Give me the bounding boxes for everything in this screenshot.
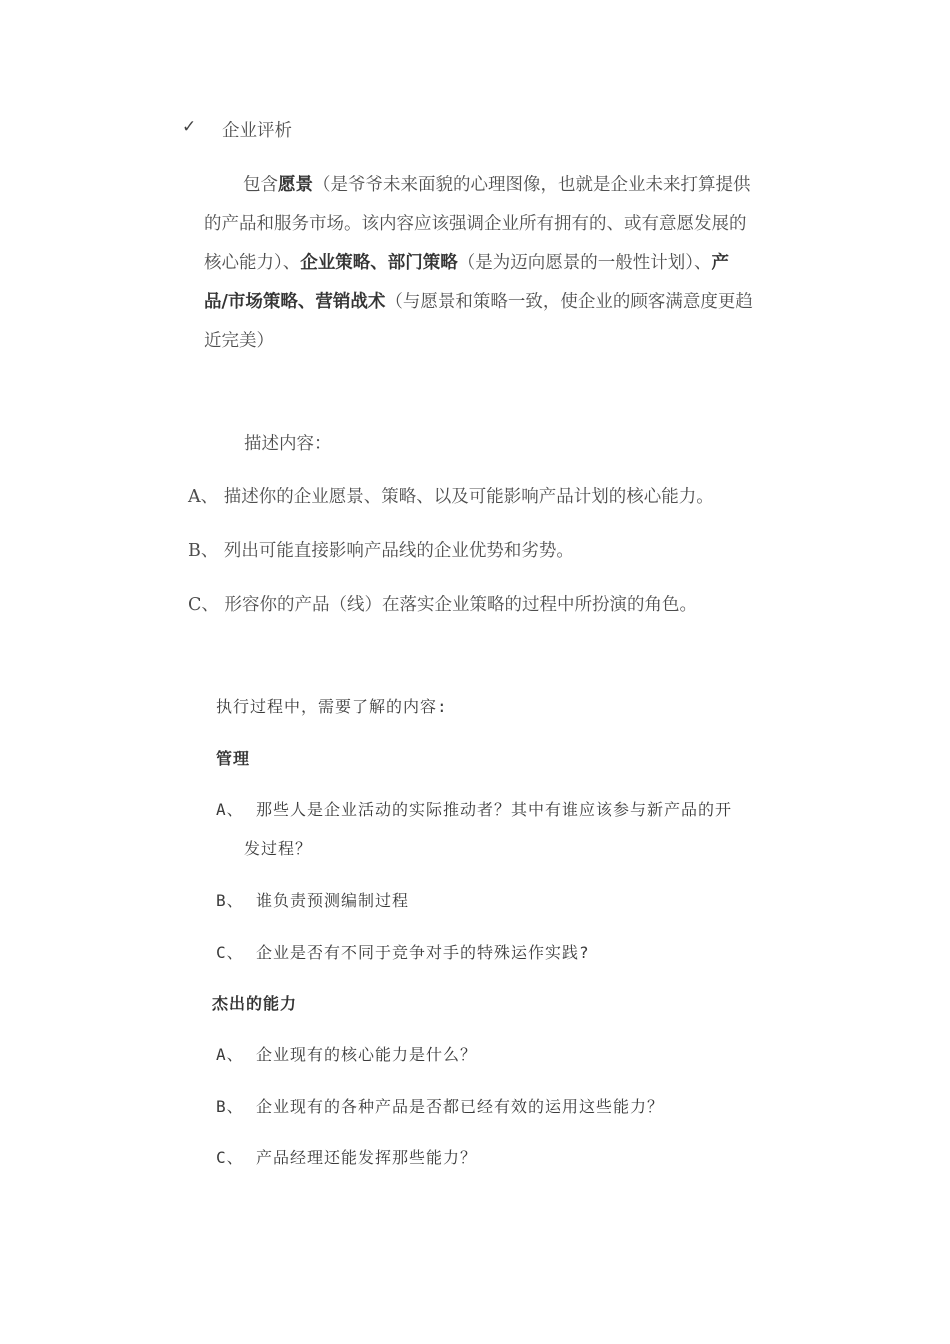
management-letter-c: C、 — [216, 943, 244, 962]
keyword-strategy: 企业策略、部门策略 — [300, 253, 458, 273]
intro-line-1: 包含愿景（是爷爷未来面貌的心理图像，也就是企业未来打算提供 — [243, 175, 751, 195]
checkmark-icon: ✓ — [182, 117, 197, 137]
management-item-a-cont: 发过程？ — [244, 839, 313, 858]
capability-item-a: 企业现有的核心能力是什么？ — [256, 1045, 478, 1064]
capability-letter-b: B、 — [216, 1097, 244, 1116]
management-item-a: 那些人是企业活动的实际推动者？其中有谁应该参与新产品的开 — [256, 800, 733, 819]
describe-item-a: A、 描述你的企业愿景、策略、以及可能影响产品计划的核心能力。 — [188, 487, 714, 507]
management-item-c: 企业是否有不同于竞争对手的特殊运作实践? — [256, 943, 590, 962]
keyword-product: 产 — [711, 253, 729, 273]
capability-letter-c: C、 — [216, 1148, 244, 1167]
execute-heading: 执行过程中，需要了解的内容: — [216, 697, 448, 716]
intro-line-3: 核心能力）、企业策略、部门策略（是为迈向愿景的一般性计划）、产 — [204, 253, 729, 273]
intro-line-2: 的产品和服务市场。该内容应该强调企业所有拥有的、或有意愿发展的 — [204, 214, 747, 234]
intro-line-4: 品/市场策略、营销战术（与愿景和策略一致，使企业的顾客满意度更趋 — [204, 292, 753, 312]
management-letter-b: B、 — [216, 891, 244, 910]
management-item-b: 谁负责预测编制过程 — [256, 891, 410, 910]
capability-letter-a: A、 — [216, 1045, 244, 1064]
management-letter-a: A、 — [216, 800, 244, 819]
capability-title: 杰出的能力 — [212, 994, 298, 1013]
capability-item-b: 企业现有的各种产品是否都已经有效的运用这些能力？ — [256, 1097, 665, 1116]
capability-item-c: 产品经理还能发挥那些能力？ — [256, 1148, 478, 1167]
section-title: 企业评析 — [222, 121, 292, 141]
keyword-vision: 愿景 — [278, 175, 313, 195]
describe-item-b: B、 列出可能直接影响产品线的企业优势和劣势。 — [188, 541, 574, 561]
describe-item-c: C、 形容你的产品（线）在落实企业策略的过程中所扮演的角色。 — [188, 595, 697, 615]
management-title: 管理 — [216, 749, 251, 768]
keyword-market-strategy: 品/市场策略、营销战术 — [204, 292, 386, 312]
intro-line-5: 近完美） — [204, 331, 274, 351]
describe-heading: 描述内容： — [244, 434, 332, 454]
